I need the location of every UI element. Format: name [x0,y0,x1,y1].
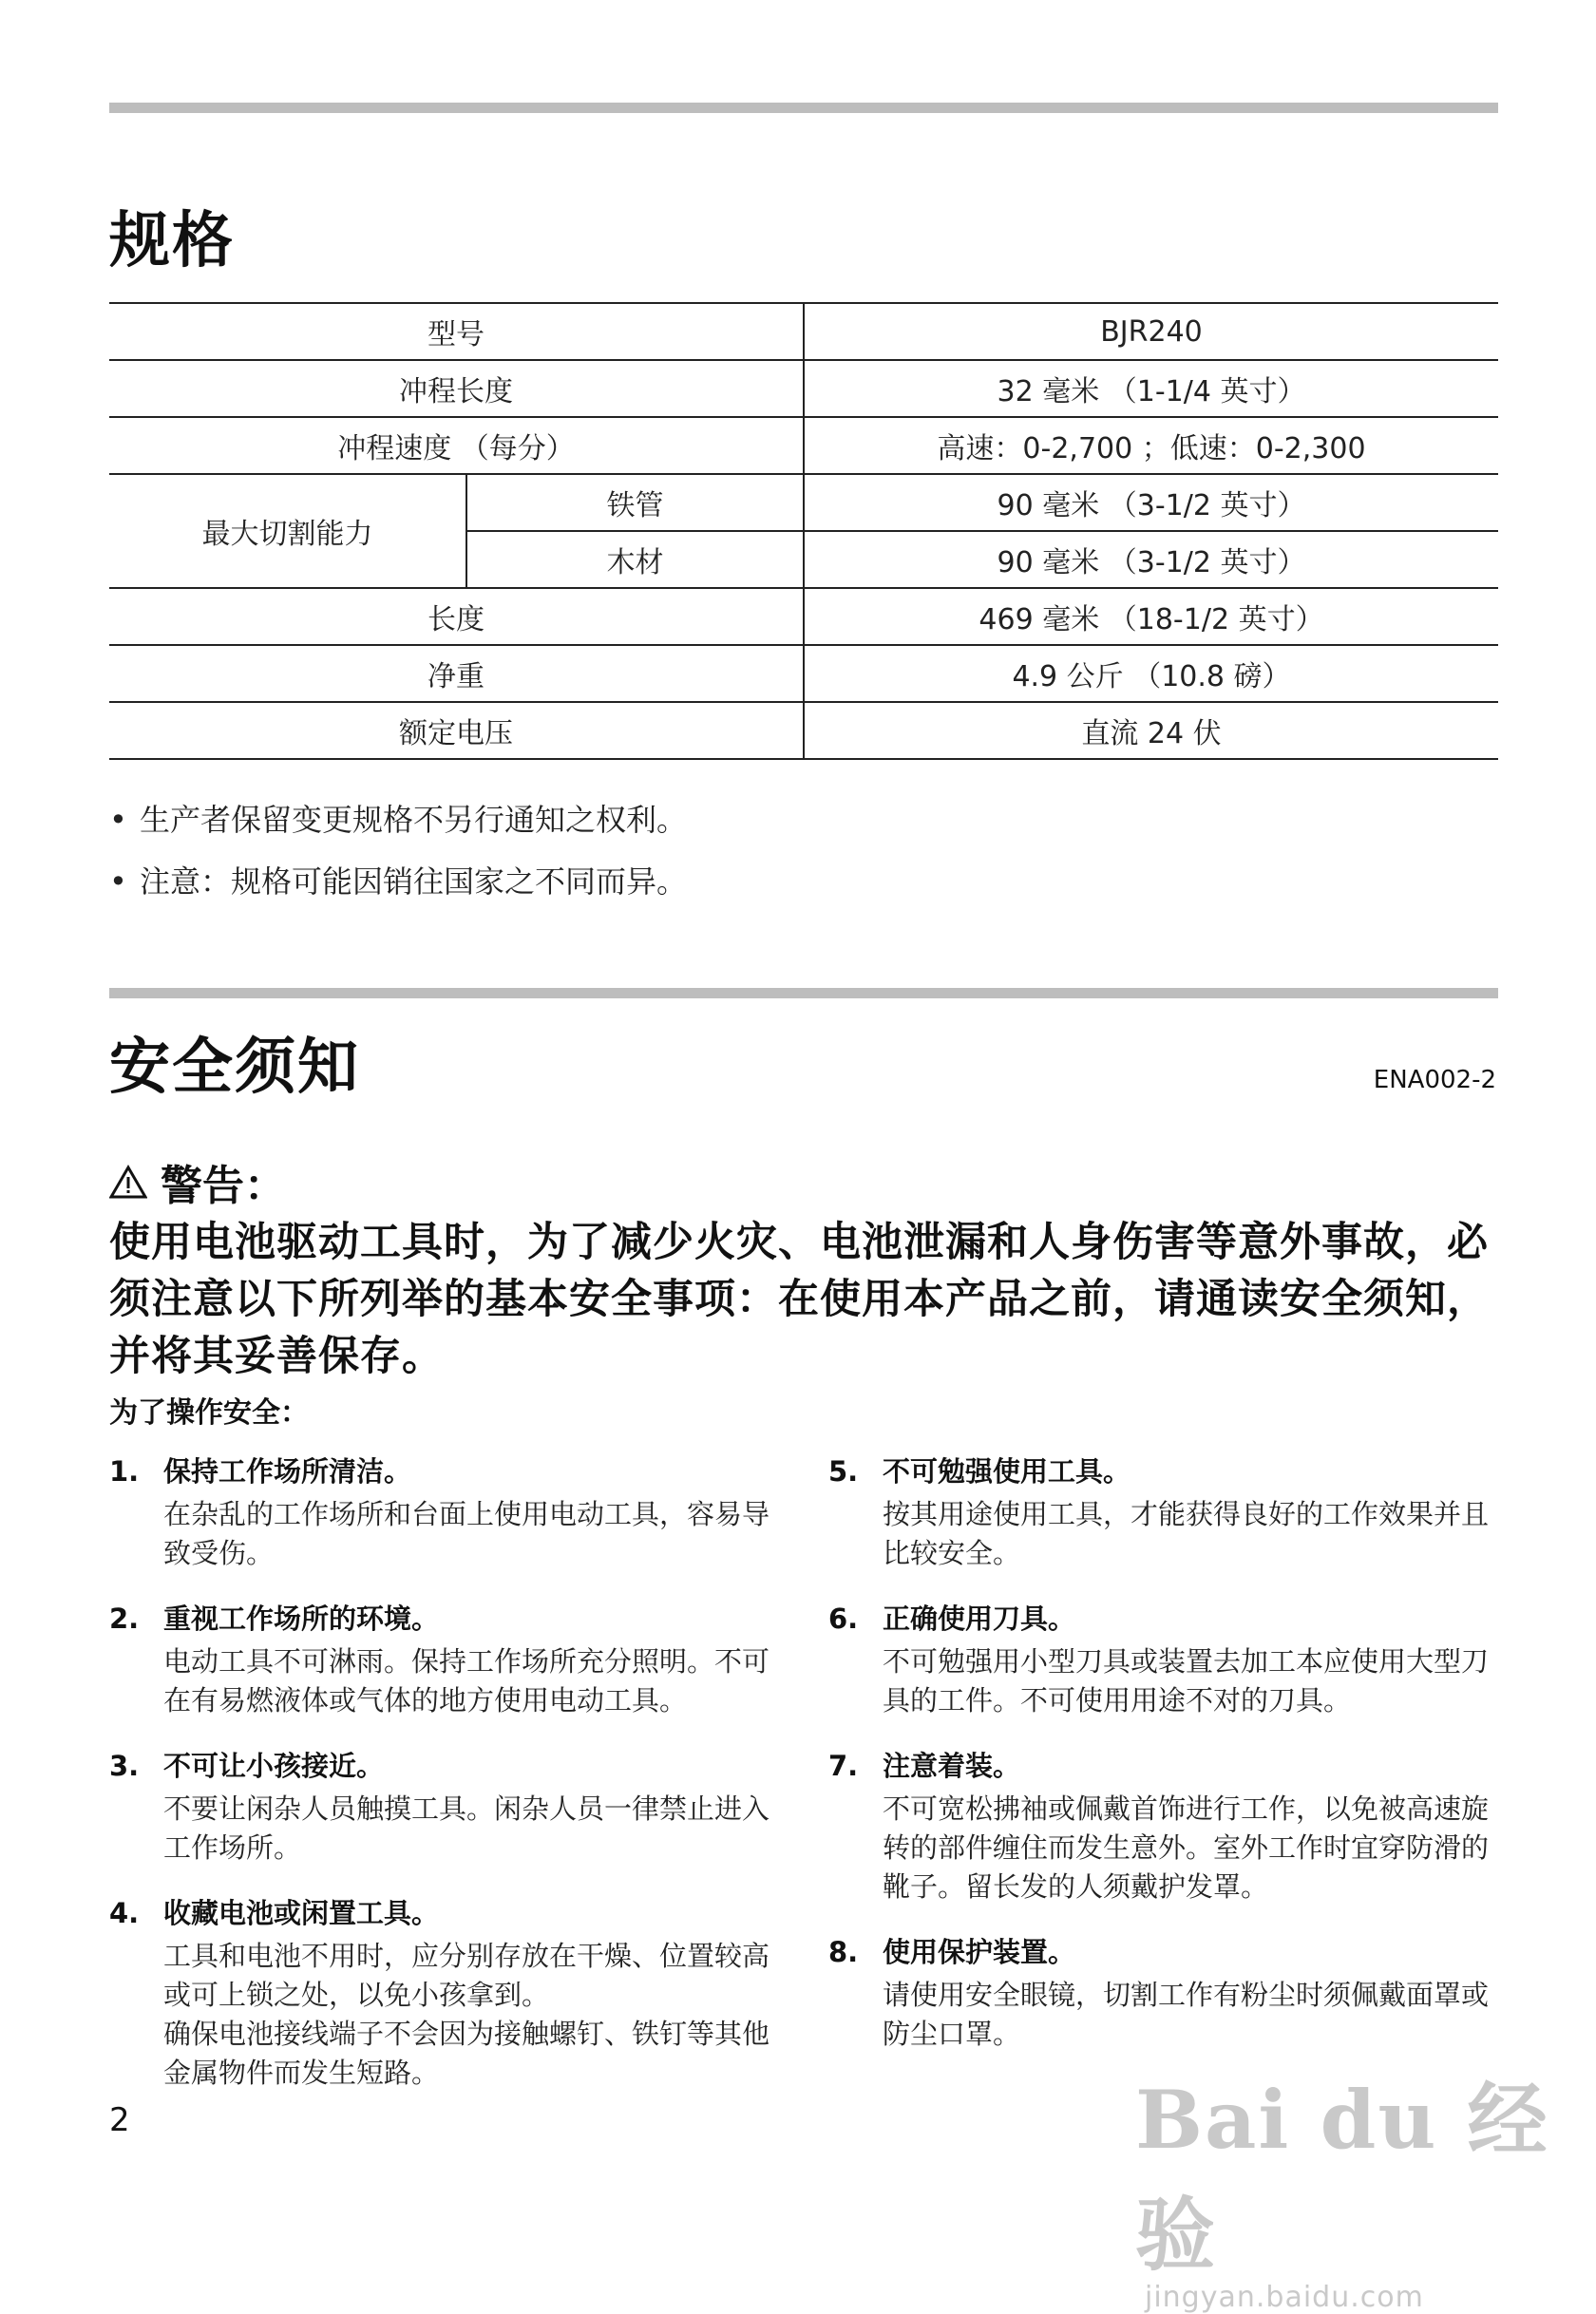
table-row [109,474,1498,531]
item-body: 不可勉强用小型刀具或装置去加工本应使用大型刀具的工件。不可使用用途不对的刀具。 [883,1645,1490,1717]
list-item [109,1451,793,1573]
spec-value: 469 毫米 （18-1/2 英寸） [804,588,1498,645]
safety-title: 安全须知 [109,1033,360,1103]
spec-note: • 生产者保留变更规格不另行通知之权利。 [109,802,688,838]
table-row [109,702,1498,759]
item-title: 保持工作场所清洁。 [163,1455,412,1488]
spec-note-text: 生产者保留变更规格不另行通知之权利。 [140,802,688,838]
item-number: 4. [109,1897,140,1929]
item-number: 7. [828,1750,859,1782]
spec-table [109,302,1498,760]
warning-text: 使用电池驱动工具时，为了减少火灾、电池泄漏和人身伤害等意外事故，必须注意以下所列举的基本安全事项：在使用本产品之前，请通读安全须知，并将其妥善保存。 [109,1219,1489,1380]
list-item [828,1931,1512,2054]
safety-list-left [109,1451,793,2117]
safety-list-right [828,1451,1512,2078]
spec-label: 冲程长度 [109,360,804,417]
list-item [828,1745,1512,1906]
spec-sublabel: 木材 [466,531,804,588]
item-title: 不可勉强使用工具。 [883,1455,1131,1488]
spec-value: 高速：0-2,700 ；低速：0-2,300 [804,417,1498,474]
item-number: 3. [109,1750,140,1782]
section-divider [109,988,1498,998]
item-body: 请使用安全眼镜，切割工作有粉尘时须佩戴面罩或防尘口罩。 [883,1979,1490,2050]
spec-value: 32 毫米 （1-1/4 英寸） [804,360,1498,417]
table-row [109,417,1498,474]
warning-heading [109,1151,286,1212]
item-number: 6. [828,1603,859,1635]
item-title: 注意着装。 [883,1750,1021,1782]
item-body: 工具和电池不用时，应分别存放在干燥、位置较高或可上锁之处，以免小孩拿到。 [163,1940,770,2011]
page-number: 2 [109,2101,130,2139]
table-row [109,588,1498,645]
doc-code: ENA002-2 [1373,1066,1496,1094]
spec-value: 直流 24 伏 [804,702,1498,759]
warning-heading-text: 警告： [161,1162,286,1210]
spec-label: 额定电压 [109,702,804,759]
spec-label: 最大切割能力 [109,474,466,588]
spec-note: • 注意：规格可能因销往国家之不同而异。 [109,863,688,900]
specs-title: 规格 [109,206,235,276]
spec-value: 90 毫米 （3-1/2 英寸） [804,531,1498,588]
watermark-brand: Bai du 经验 [1135,2073,1549,2282]
list-item [109,1892,793,2093]
item-body-extra: 确保电池接线端子不会因为接触螺钉、铁钉等其他金属物件而发生短路。 [163,2018,770,2089]
item-body: 电动工具不可淋雨。保持工作场所充分照明。不可在有易燃液体或气体的地方使用电动工具。 [163,1645,770,1717]
item-title: 使用保护装置。 [883,1936,1076,1968]
safety-subheading: 为了操作安全： [109,1396,309,1430]
spec-label: 冲程速度 （每分） [109,417,804,474]
item-body: 不要让闲杂人员触摸工具。闲杂人员一律禁止进入工作场所。 [163,1792,770,1864]
item-title: 正确使用刀具。 [883,1603,1076,1635]
item-title: 收藏电池或闲置工具。 [163,1897,440,1929]
table-row [109,303,1498,360]
spec-value: 90 毫米 （3-1/2 英寸） [804,474,1498,531]
item-number: 8. [828,1936,859,1968]
spec-label: 净重 [109,645,804,702]
spec-label: 型号 [109,303,804,360]
list-item [109,1745,793,1868]
list-item [828,1451,1512,1573]
spec-label: 长度 [109,588,804,645]
item-title: 不可让小孩接近。 [163,1750,385,1782]
watermark-url: jingyan.baidu.com [1145,2281,1424,2314]
item-body: 不可宽松拂袖或佩戴首饰进行工作，以免被高速旋转的部件缠住而发生意外。室外工作时宜穿防滑的靴子。留长发的人须戴护发罩。 [883,1792,1490,1903]
item-body: 在杂乱的工作场所和台面上使用电动工具，容易导致受伤。 [163,1498,770,1569]
list-item [109,1598,793,1720]
item-number: 5. [828,1455,859,1488]
warning-triangle-icon [109,1165,147,1199]
table-row [109,645,1498,702]
item-title: 重视工作场所的环境。 [163,1603,440,1635]
spec-value: BJR240 [804,303,1498,360]
spec-sublabel: 铁管 [466,474,804,531]
list-item [828,1598,1512,1720]
spec-value: 4.9 公斤 （10.8 磅） [804,645,1498,702]
spec-note-text: 注意：规格可能因销往国家之不同而异。 [140,863,688,900]
watermark [1135,2057,1596,2314]
table-row [109,360,1498,417]
item-number: 2. [109,1603,140,1635]
item-number: 1. [109,1455,140,1488]
top-divider [109,103,1498,113]
item-body: 按其用途使用工具，才能获得良好的工作效果并且比较安全。 [883,1498,1490,1569]
